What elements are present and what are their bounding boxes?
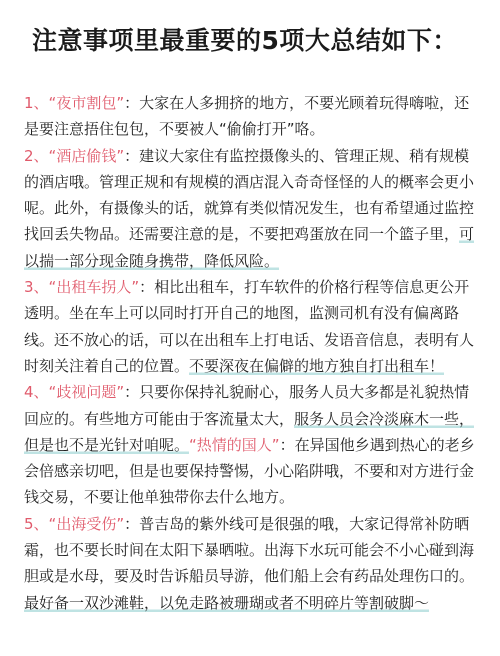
tip-text: ：在异国他乡遇到热心的老乡会倍感亲切吧，但是也要保持警惕，小心陷阱哦，不要和对方进行金钱交易，不要让他单独带你去什么地方。	[24, 435, 475, 507]
tip-text: ：只要你保持礼貌耐心，服务人员大多都是礼貌热情回应的。有些地方可能由于客流量太大，	[24, 383, 470, 428]
tip-number: 1、	[24, 94, 49, 112]
tip-keyword: “出租车拐人”	[48, 278, 140, 297]
article-title: 注意事项里最重要的5项大总结如下：	[32, 26, 458, 55]
tip-text: ：建议大家住有监控摄像头的、管理正规、稍有规模的酒店哦。管理正规和有规模的酒店混入奇奇怪怪的人的概率会更小呢。此外，有摄像头的话，就算有类似情况发生，也有希望通过监控找回丢失物品。还需要注意的是，不要把鸡蛋放在同一个篮子里，	[24, 146, 475, 244]
tip-text-highlighted: 最好备一双沙滩鞋，以免走路被珊瑚或者不明碎片等割破脚～	[24, 593, 430, 612]
tip-number: 2、	[24, 146, 49, 165]
tip-item-4	[24, 379, 476, 510]
tip-item-5	[24, 511, 476, 616]
tip-item-2	[24, 143, 476, 274]
tip-keyword: “夜市割包”	[48, 94, 125, 112]
tip-number: 5、	[24, 514, 49, 533]
tip-text: ：普吉岛的紫外线可是很强的哦，大家记得常补防晒霜，也不要长时间在太阳下暴晒啦。出海下水玩可能会不小心碰到海胆或是水母，要及时告诉船员导游，他们船上会有药品处理伤口的。	[24, 514, 475, 586]
tip-item-3	[24, 274, 476, 379]
tip-text-highlighted: 服务人员会冷淡麻木一些，但是也不是光针对咱呢。	[24, 409, 475, 454]
tip-number: 4、	[24, 383, 49, 402]
tip-text-highlighted: 不要深夜在偏僻的地方独自打出租车！	[189, 356, 445, 375]
tip-number: 3、	[24, 278, 49, 297]
tip-text-highlighted: 可以揣一部分现金随身携带，降低风险。	[24, 225, 475, 270]
tip-keyword: “热情的国人”	[189, 435, 280, 454]
tip-text: ：相比出租车，打车软件的价格行程等信息更公开透明。坐在车上可以同时打开自己的地图，监测司机有没有偏离路线。还不放心的话，可以在出租车上打电话、发语音信息，表明有人时刻关注着自己的位置。	[24, 278, 475, 375]
tip-keyword: “酒店偷钱”	[48, 146, 125, 165]
tip-keyword: “歧视问题”	[48, 383, 125, 402]
tip-keyword: “出海受伤”	[48, 514, 125, 533]
tips-list	[24, 90, 476, 616]
tip-item-1	[24, 90, 476, 143]
tip-text: ：大家在人多拥挤的地方，不要光顾着玩得嗨啦，还是要注意捂住包包，不要被人“偷偷打开”咯。	[24, 94, 470, 139]
